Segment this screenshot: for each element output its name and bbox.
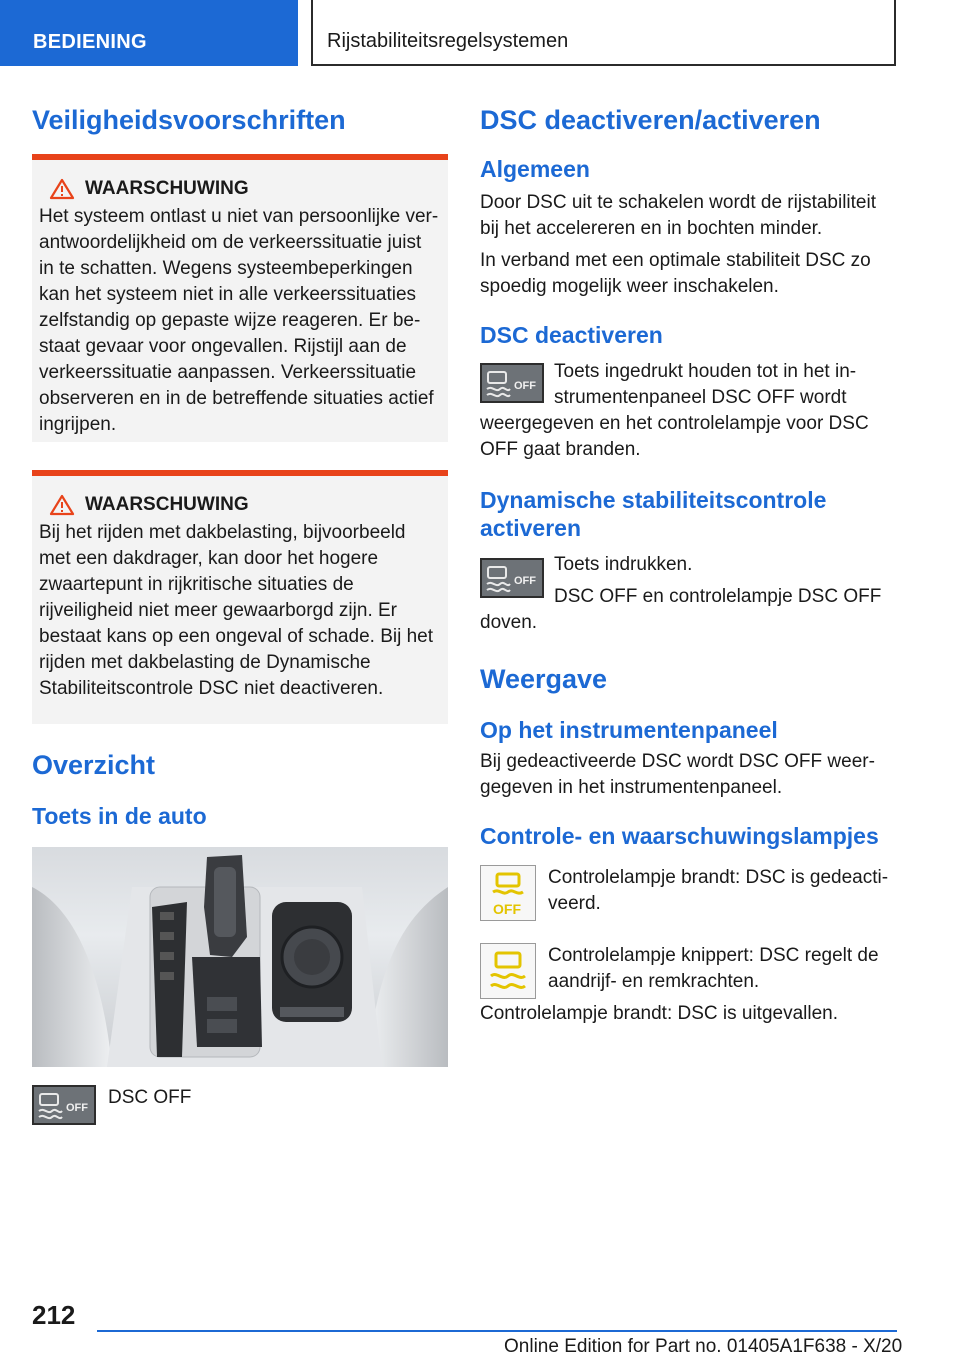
activate-block xyxy=(480,552,898,636)
warning-label: WAARSCHUWING xyxy=(85,178,249,200)
deactivate-heading: DSC deactiveren xyxy=(480,321,663,348)
dsc-off-label: OFF xyxy=(514,575,536,588)
lamp-off-label: OFF xyxy=(493,900,521,917)
dsc-off-indicator-icon xyxy=(480,865,536,921)
warning-text: Het systeem ontlast u niet van persoonlijke verantwoordelijkheid om de verkeerssituatie juist in te schatten. Wegens systeembeperkingen kan het systeem niet in alle verkeerssituaties zelfstandig op gepaste wijze reageren. Er bestaat gevaar voor ongevallen. Rijstijl aan de verkeerssituatie aanpassen. Verkeerssituatie observeren en in de betreffende situaties actief ingrijpen. xyxy=(39,206,439,436)
panel-heading: Op het instrumentenpaneel xyxy=(480,717,778,744)
button-heading: Toets in de auto xyxy=(32,803,207,830)
warning-box-2 xyxy=(32,470,448,724)
dsc-heading: DSC deactiveren/activeren xyxy=(480,105,821,135)
warning-header xyxy=(39,178,440,200)
console-illustration xyxy=(32,847,448,1067)
button-caption-row xyxy=(32,1085,448,1129)
lamp-row-1 xyxy=(480,865,898,925)
warning-triangle-icon xyxy=(49,494,75,516)
warning-header xyxy=(39,494,440,516)
footer-rule xyxy=(97,1330,897,1332)
dsc-off-label: OFF xyxy=(66,1101,88,1114)
dsc-off-lamp-icon xyxy=(481,866,535,920)
footer-edition: Online Edition for Part no. 01405A1F638 - X/20 xyxy=(504,1336,903,1357)
panel-text: Bij gedeactiveerde DSC wordt DSC OFF weergegeven in het instrumentenpaneel. xyxy=(480,751,875,799)
right-column xyxy=(480,96,898,1027)
safety-heading: Veiligheidsvoorschriften xyxy=(32,105,346,135)
lamp-row-2 xyxy=(480,943,898,1027)
warning-triangle-icon xyxy=(49,178,75,200)
dsc-indicator-icon xyxy=(480,943,536,999)
general-paragraph-2: In verband met een optimale stabiliteit DSC zo spoedig mogelijk weer inschakelen. xyxy=(480,249,871,297)
dsc-off-button-icon xyxy=(480,363,544,403)
activate-text-1: Toets indrukken. xyxy=(554,554,693,576)
dsc-lamp-icon xyxy=(481,944,535,998)
display-heading: Weergave xyxy=(480,664,608,695)
button-caption: DSC OFF xyxy=(108,1086,192,1108)
deactivate-text: Toets ingedrukt houden tot in het instrumentenpaneel DSC OFF wordt weergegeven en het controlelampje voor DSC OFF gaat branden. xyxy=(480,361,869,461)
section-tab: BEDIENING xyxy=(0,0,298,66)
warning-text: Bij het rijden met dakbelasting, bijvoorbeeld met een dakdrager, kan door het hogere zwaartepunt in rijkritische situaties de rijveiligheid niet meer gewaarborgd zijn. Er bestaat kans op een ongeval of schade. Bij het rijden met dakbelasting de Dynamische Stabiliteitscontrole DSC niet deactiveren. xyxy=(39,522,433,700)
activate-text-2: DSC OFF en controlelampje DSC OFF doven. xyxy=(480,586,882,634)
warning-box-1 xyxy=(32,154,448,442)
deactivate-block xyxy=(480,359,898,463)
activate-heading: Dynamische stabiliteitscontrole activeren xyxy=(480,487,827,541)
center-console-photo xyxy=(32,847,448,1067)
chapter-title: Rijstabiliteitsregelsystemen xyxy=(311,0,896,66)
page-number: 212 xyxy=(32,1300,76,1330)
dsc-off-label: OFF xyxy=(514,380,536,393)
warning-label: WAARSCHUWING xyxy=(85,494,249,516)
page-header xyxy=(0,0,960,66)
lamps-heading: Controle- en waarschuwingslampjes xyxy=(480,823,879,850)
general-paragraph-1: Door DSC uit te schakelen wordt de rijstabiliteit bij het accelereren en in bochten minder. xyxy=(480,191,877,239)
overview-heading: Overzicht xyxy=(32,750,156,781)
skidding-car-icon xyxy=(482,365,542,401)
dsc-off-button-icon xyxy=(32,1085,96,1125)
dsc-off-button-icon xyxy=(480,558,544,598)
skidding-car-icon xyxy=(34,1087,94,1123)
skidding-car-icon xyxy=(482,560,542,596)
left-column xyxy=(32,96,448,1129)
general-heading: Algemeen xyxy=(480,156,590,183)
lamp-1-text: Controlelampje brandt: DSC is gedeactiveerd. xyxy=(548,866,889,914)
lamp-2-text-1: Controlelampje knippert: DSC regelt de aandrijf- en remkrachten. xyxy=(548,944,879,992)
lamp-2-text-2: Controlelampje brandt: DSC is uitgevallen. xyxy=(480,1002,839,1024)
